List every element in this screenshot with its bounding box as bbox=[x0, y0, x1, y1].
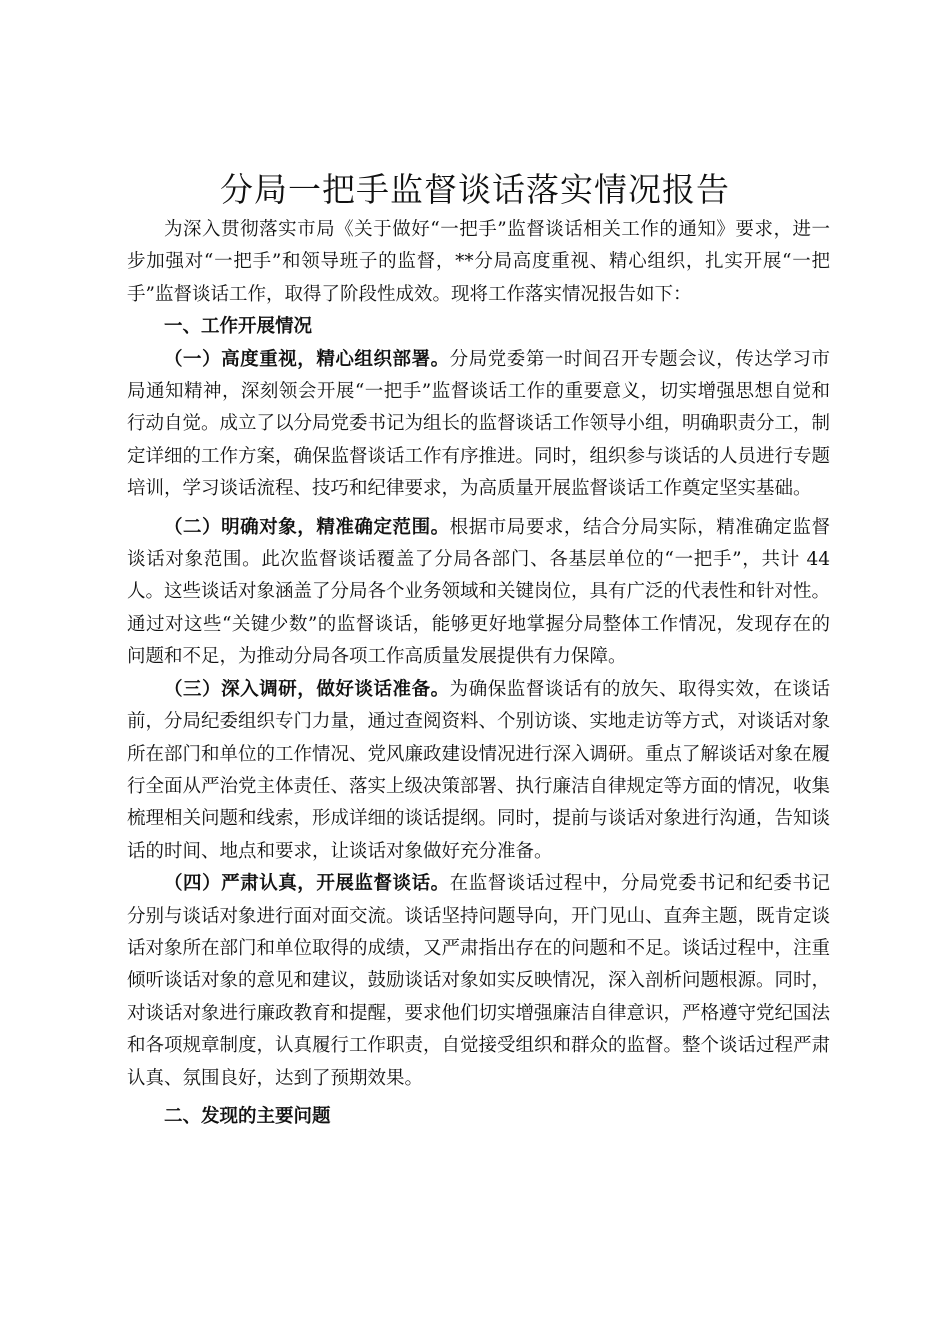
item-4-text: 在监督谈话过程中，分局党委书记和纪委书记分别与谈话对象进行面对面交流。谈话坚持问题导向，开门见山、直奔主题，既肯定谈话对象所在部门和单位取得的成绩，又严肃指出存在的问题和不足。谈话过程中，注重倾听谈话对象的意见和建议，鼓励谈话对象如实反映情况，深入剖析问题根源。同时，对谈话对象进行廉政教育和提醒，要求他们切实增强廉洁自律意识，严格遵守党纪国法和各项规章制度，认真履行工作职责，自觉接受组织和群众的监督。整个谈话过程严肃认真、氛围良好，达到了预期效果。 bbox=[127, 873, 831, 1089]
document-body bbox=[127, 214, 830, 1133]
item-3-lead: （三）深入调研，做好谈话准备。 bbox=[164, 678, 450, 700]
section-1-item-2 bbox=[127, 512, 830, 674]
section-1-item-1 bbox=[127, 344, 830, 506]
section-1-item-4 bbox=[127, 868, 830, 1095]
section-heading-1: 一、工作开展情况 bbox=[164, 316, 313, 338]
section-1-item-3 bbox=[127, 674, 830, 868]
document-title: 分局一把手监督谈话落实情况报告 bbox=[220, 170, 730, 209]
item-3-text: 为确保监督谈话有的放矢、取得实效，在谈话前，分局纪委组织专门力量，通过查阅资料、个别访谈、实地走访等方式，对谈话对象所在部门和单位的工作情况、党风廉政建设情况进行深入调研。重点了解谈话对象在履行全面从严治党主体责任、落实上级决策部署、执行廉洁自律规定等方面的情况，收集梳理相关问题和线索，形成详细的谈话提纲。同时，提前与谈话对象进行沟通，告知谈话的时间、地点和要求，让谈话对象做好充分准备。 bbox=[127, 678, 831, 862]
item-1-text: 分局党委第一时间召开专题会议，传达学习市局通知精神，深刻领会开展“一把手”监督谈话工作的重要意义，切实增强思想自觉和行动自觉。成立了以分局党委书记为组长的监督谈话工作领导小组，明确职责分工，制定详细的工作方案，确保监督谈话工作有序推进。同时，组织参与谈话的人员进行专题培训，学习谈话流程、技巧和纪律要求，为高质量开展监督谈话工作奠定坚实基础。 bbox=[127, 348, 831, 500]
item-4-lead: （四）严肃认真，开展监督谈话。 bbox=[164, 873, 450, 895]
section-heading-2: 二、发现的主要问题 bbox=[164, 1105, 331, 1127]
intro-paragraph: 为深入贯彻落实市局《关于做好“一把手”监督谈话相关工作的通知》要求，进一步加强对“一把手”和领导班子的监督，**分局高度重视、精心组织，扎实开展“一把手”监督谈话工作，取得了阶段性成效。现将工作落实情况报告如下： bbox=[127, 219, 830, 305]
item-2-text: 根据市局要求，结合分局实际，精准确定监督谈话对象范围。此次监督谈话覆盖了分局各部门、各基层单位的“一把手”，共计 44 人。这些谈话对象涵盖了分局各个业务领域和关键岗位，具有广泛的代表性和针对性。通过对这些“关键少数”的监督谈话，能够更好地掌握分局整体工作情况，发现存在的问题和不足，为推动分局各项工作高质量发展提供有力保障。 bbox=[127, 516, 831, 668]
item-1-lead: （一）高度重视，精心组织部署。 bbox=[164, 348, 450, 370]
item-2-lead: （二）明确对象，精准确定范围。 bbox=[164, 516, 450, 538]
